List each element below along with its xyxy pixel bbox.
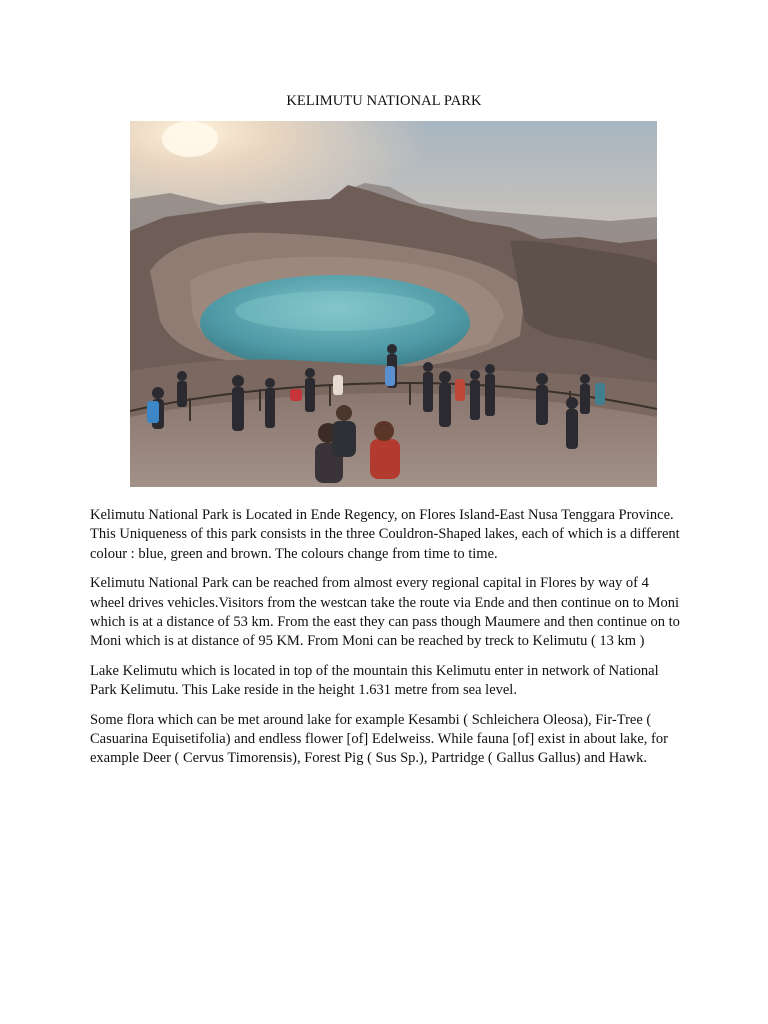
crater-lake-illustration bbox=[130, 121, 657, 487]
paragraph-access: Kelimutu National Park can be reached from almost every regional capital in Flores by way of 4 wheel drives vehicles.Visitors from the westcan take the route via Ende and then continue on to Moni which is at a distance of 53 km. From the east they can pass though Maumere and then continue on to Moni which is at distance of 95 KM. From Moni can be reached by treck to Kelimutu ( 13 km ) bbox=[90, 575, 680, 650]
sun bbox=[162, 121, 218, 157]
kelimutu-crater-photo bbox=[130, 121, 657, 487]
paragraph-location: Kelimutu National Park is Located in Ende Regency, on Flores Island-East Nusa Tenggara Province. This Uniqueness of this park consists in the three Couldron-Shaped lakes, each of which is a different colour : blue, green and brown. The colours change from time to time. bbox=[90, 507, 680, 562]
paragraph-flora-fauna: Some flora which can be met around lake for example Kesambi ( Schleichera Oleosa), Fir-Tree ( Casuarina Equisetifolia) and endless flower [of] Edelweiss. While fauna [of] exist in about lake, for example Deer ( Cervus Timorensis), Forest Pig ( Sus Sp.), Partridge ( Gallus Gallus) and Hawk. bbox=[90, 711, 668, 767]
body-text bbox=[90, 506, 680, 779]
page-title: KELIMUTU NATIONAL PARK bbox=[286, 93, 482, 109]
lake-highlight bbox=[235, 291, 435, 331]
paragraph-lake: Lake Kelimutu which is located in top of the mountain this Kelimutu enter in network of National Park Kelimutu. This Lake reside in the height 1.631 metre from sea level. bbox=[90, 662, 659, 699]
